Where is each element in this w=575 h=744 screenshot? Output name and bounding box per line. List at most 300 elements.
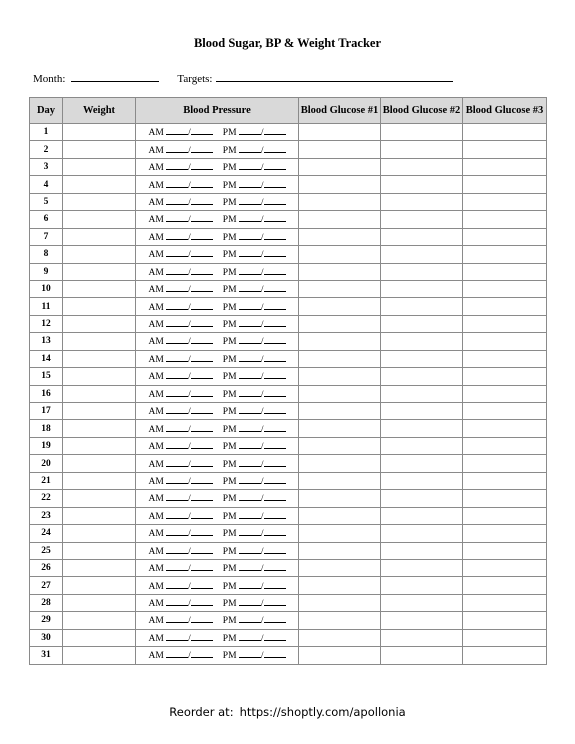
glucose-3-cell[interactable] xyxy=(463,141,547,158)
blood-pressure-cell[interactable] xyxy=(136,594,299,611)
bp-pm-systolic-blank[interactable] xyxy=(239,301,261,310)
bp-pm-diastolic-blank[interactable] xyxy=(264,545,286,554)
glucose-1-cell[interactable] xyxy=(299,612,381,629)
glucose-3-cell[interactable] xyxy=(463,525,547,542)
bp-am-diastolic-blank[interactable] xyxy=(191,213,213,222)
blood-pressure-cell[interactable] xyxy=(136,228,299,245)
bp-pm-systolic-blank[interactable] xyxy=(239,248,261,257)
glucose-3-cell[interactable] xyxy=(463,228,547,245)
bp-am-systolic-blank[interactable] xyxy=(166,632,188,641)
bp-am-diastolic-blank[interactable] xyxy=(191,126,213,135)
blood-pressure-cell[interactable] xyxy=(136,455,299,472)
bp-am-diastolic-blank[interactable] xyxy=(191,510,213,519)
bp-am-systolic-blank[interactable] xyxy=(166,580,188,589)
blood-pressure-cell[interactable] xyxy=(136,472,299,489)
glucose-2-cell[interactable] xyxy=(381,280,463,297)
bp-am-systolic-blank[interactable] xyxy=(166,318,188,327)
glucose-3-cell[interactable] xyxy=(463,333,547,350)
bp-pm-systolic-blank[interactable] xyxy=(239,388,261,397)
weight-cell[interactable] xyxy=(63,333,136,350)
glucose-1-cell[interactable] xyxy=(299,647,381,664)
bp-pm-diastolic-blank[interactable] xyxy=(264,213,286,222)
blood-pressure-cell[interactable] xyxy=(136,612,299,629)
blood-pressure-cell[interactable] xyxy=(136,280,299,297)
weight-cell[interactable] xyxy=(63,577,136,594)
bp-am-diastolic-blank[interactable] xyxy=(191,248,213,257)
bp-pm-separator: / xyxy=(260,407,264,418)
glucose-2-cell[interactable] xyxy=(381,577,463,594)
blood-pressure-cell[interactable] xyxy=(136,420,299,437)
glucose-2-cell[interactable] xyxy=(381,525,463,542)
glucose-3-cell[interactable] xyxy=(463,385,547,402)
table-row xyxy=(30,158,547,175)
weight-cell[interactable] xyxy=(63,455,136,472)
glucose-1-cell[interactable] xyxy=(299,176,381,193)
bp-am-diastolic-blank[interactable] xyxy=(191,388,213,397)
bp-am-systolic-blank[interactable] xyxy=(166,527,188,536)
bp-am-diastolic-blank[interactable] xyxy=(191,475,213,484)
weight-cell[interactable] xyxy=(63,437,136,454)
glucose-2-cell[interactable] xyxy=(381,629,463,646)
glucose-3-cell[interactable] xyxy=(463,472,547,489)
bp-pm-systolic-blank[interactable] xyxy=(239,510,261,519)
weight-cell[interactable] xyxy=(63,542,136,559)
bp-pm-diastolic-blank[interactable] xyxy=(264,283,286,292)
weight-cell[interactable] xyxy=(63,629,136,646)
glucose-2-cell[interactable] xyxy=(381,472,463,489)
bp-pm-diastolic-blank[interactable] xyxy=(264,388,286,397)
bp-pm-diastolic-blank[interactable] xyxy=(264,266,286,275)
glucose-3-cell[interactable] xyxy=(463,211,547,228)
bp-pm-diastolic-blank[interactable] xyxy=(264,458,286,467)
blood-pressure-cell[interactable] xyxy=(136,141,299,158)
blood-pressure-cell[interactable] xyxy=(136,124,299,141)
bp-pm-diastolic-blank[interactable] xyxy=(264,318,286,327)
bp-am-separator: / xyxy=(188,599,191,610)
footer-url[interactable]: https://shoptly.com/apollonia xyxy=(239,705,406,719)
glucose-1-cell[interactable] xyxy=(299,594,381,611)
glucose-1-cell[interactable] xyxy=(299,403,381,420)
glucose-3-cell[interactable] xyxy=(463,629,547,646)
weight-cell[interactable] xyxy=(63,176,136,193)
bp-pm-diastolic-blank[interactable] xyxy=(264,440,286,449)
glucose-2-cell[interactable] xyxy=(381,193,463,210)
bp-am-systolic-blank[interactable] xyxy=(166,440,188,449)
glucose-2-cell[interactable] xyxy=(381,507,463,524)
blood-pressure-cell[interactable] xyxy=(136,176,299,193)
weight-cell[interactable] xyxy=(63,280,136,297)
bp-pm-diastolic-blank[interactable] xyxy=(264,301,286,310)
bp-pm-diastolic-blank[interactable] xyxy=(264,597,286,606)
glucose-3-cell[interactable] xyxy=(463,490,547,507)
bp-pm-systolic-blank[interactable] xyxy=(239,196,261,205)
bp-am-systolic-blank[interactable] xyxy=(166,144,188,153)
glucose-2-cell[interactable] xyxy=(381,228,463,245)
weight-cell[interactable] xyxy=(63,472,136,489)
bp-am-systolic-blank[interactable] xyxy=(166,492,188,501)
bp-am-systolic-blank[interactable] xyxy=(166,562,188,571)
glucose-3-cell[interactable] xyxy=(463,437,547,454)
glucose-1-cell[interactable] xyxy=(299,559,381,576)
blood-pressure-cell[interactable] xyxy=(136,507,299,524)
glucose-1-cell[interactable] xyxy=(299,629,381,646)
bp-am-separator: / xyxy=(188,232,191,243)
glucose-3-cell[interactable] xyxy=(463,612,547,629)
bp-am-diastolic-blank[interactable] xyxy=(191,196,213,205)
glucose-3-cell[interactable] xyxy=(463,594,547,611)
weight-cell[interactable] xyxy=(63,141,136,158)
bp-pm-diastolic-blank[interactable] xyxy=(264,335,286,344)
weight-cell[interactable] xyxy=(63,647,136,664)
bp-pm-diastolic-blank[interactable] xyxy=(264,161,286,170)
glucose-2-cell[interactable] xyxy=(381,124,463,141)
glucose-3-cell[interactable] xyxy=(463,315,547,332)
bp-am-systolic-blank[interactable] xyxy=(166,161,188,170)
weight-cell[interactable] xyxy=(63,559,136,576)
blood-pressure-cell[interactable] xyxy=(136,193,299,210)
bp-pm-systolic-blank[interactable] xyxy=(239,440,261,449)
glucose-3-cell[interactable] xyxy=(463,455,547,472)
bp-am-diastolic-blank[interactable] xyxy=(191,527,213,536)
bp-pm-systolic-blank[interactable] xyxy=(239,179,261,188)
bp-am-systolic-blank[interactable] xyxy=(166,423,188,432)
glucose-2-cell[interactable] xyxy=(381,437,463,454)
glucose-2-cell[interactable] xyxy=(381,176,463,193)
bp-am-label: AM xyxy=(148,372,164,383)
blood-pressure-cell[interactable] xyxy=(136,629,299,646)
bp-pm-diastolic-blank[interactable] xyxy=(264,614,286,623)
blood-pressure-cell[interactable] xyxy=(136,333,299,350)
bp-pm-diastolic-blank[interactable] xyxy=(264,475,286,484)
blood-pressure-cell[interactable] xyxy=(136,211,299,228)
bp-am-systolic-blank[interactable] xyxy=(166,614,188,623)
glucose-1-cell[interactable] xyxy=(299,193,381,210)
weight-cell[interactable] xyxy=(63,385,136,402)
bp-am-diastolic-blank[interactable] xyxy=(191,492,213,501)
blood-pressure-cell[interactable] xyxy=(136,298,299,315)
bp-pm-systolic-blank[interactable] xyxy=(239,614,261,623)
blood-pressure-cell[interactable] xyxy=(136,437,299,454)
glucose-2-cell[interactable] xyxy=(381,298,463,315)
glucose-1-cell[interactable] xyxy=(299,525,381,542)
glucose-2-cell[interactable] xyxy=(381,403,463,420)
bp-am-diastolic-blank[interactable] xyxy=(191,231,213,240)
glucose-2-cell[interactable] xyxy=(381,333,463,350)
bp-pm-systolic-blank[interactable] xyxy=(239,126,261,135)
footer xyxy=(0,705,575,719)
glucose-1-cell[interactable] xyxy=(299,280,381,297)
table-row xyxy=(30,542,547,559)
blood-pressure-cell[interactable] xyxy=(136,490,299,507)
bp-am-systolic-blank[interactable] xyxy=(166,179,188,188)
targets-field[interactable] xyxy=(216,71,453,82)
bp-am-systolic-blank[interactable] xyxy=(166,126,188,135)
weight-cell[interactable] xyxy=(63,193,136,210)
glucose-1-cell[interactable] xyxy=(299,577,381,594)
glucose-1-cell[interactable] xyxy=(299,124,381,141)
weight-cell[interactable] xyxy=(63,420,136,437)
bp-pm-diastolic-blank[interactable] xyxy=(264,423,286,432)
bp-pm-diastolic-blank[interactable] xyxy=(264,231,286,240)
weight-cell[interactable] xyxy=(63,612,136,629)
glucose-2-cell[interactable] xyxy=(381,542,463,559)
bp-pm-diastolic-blank[interactable] xyxy=(264,632,286,641)
bp-am-label: AM xyxy=(148,197,164,208)
bp-pm-systolic-blank[interactable] xyxy=(239,266,261,275)
bp-am-diastolic-blank[interactable] xyxy=(191,335,213,344)
blood-pressure-cell[interactable] xyxy=(136,403,299,420)
glucose-3-cell[interactable] xyxy=(463,368,547,385)
glucose-1-cell[interactable] xyxy=(299,455,381,472)
glucose-3-cell[interactable] xyxy=(463,507,547,524)
bp-am-systolic-blank[interactable] xyxy=(166,649,188,658)
bp-pm-systolic-blank[interactable] xyxy=(239,370,261,379)
weight-cell[interactable] xyxy=(63,246,136,263)
bp-pm-diastolic-blank[interactable] xyxy=(264,510,286,519)
bp-pm-systolic-blank[interactable] xyxy=(239,545,261,554)
day-cell: 24 xyxy=(30,525,63,542)
weight-cell[interactable] xyxy=(63,594,136,611)
blood-pressure-cell[interactable] xyxy=(136,246,299,263)
glucose-2-cell[interactable] xyxy=(381,246,463,263)
bp-pm-systolic-blank[interactable] xyxy=(239,144,261,153)
weight-cell[interactable] xyxy=(63,158,136,175)
glucose-2-cell[interactable] xyxy=(381,420,463,437)
bp-pm-diastolic-blank[interactable] xyxy=(264,179,286,188)
glucose-3-cell[interactable] xyxy=(463,176,547,193)
glucose-2-cell[interactable] xyxy=(381,158,463,175)
glucose-1-cell[interactable] xyxy=(299,298,381,315)
bp-am-systolic-blank[interactable] xyxy=(166,597,188,606)
glucose-3-cell[interactable] xyxy=(463,577,547,594)
glucose-3-cell[interactable] xyxy=(463,542,547,559)
bp-pm-systolic-blank[interactable] xyxy=(239,492,261,501)
month-field[interactable] xyxy=(71,71,159,82)
bp-am-diastolic-blank[interactable] xyxy=(191,318,213,327)
bp-am-systolic-blank[interactable] xyxy=(166,266,188,275)
glucose-1-cell[interactable] xyxy=(299,350,381,367)
blood-pressure-cell[interactable] xyxy=(136,559,299,576)
glucose-2-cell[interactable] xyxy=(381,211,463,228)
blood-pressure-cell[interactable] xyxy=(136,158,299,175)
glucose-1-cell[interactable] xyxy=(299,368,381,385)
glucose-3-cell[interactable] xyxy=(463,280,547,297)
bp-am-diastolic-blank[interactable] xyxy=(191,614,213,623)
glucose-1-cell[interactable] xyxy=(299,472,381,489)
blood-pressure-cell[interactable] xyxy=(136,647,299,664)
weight-cell[interactable] xyxy=(63,228,136,245)
bp-pm-diastolic-blank[interactable] xyxy=(264,405,286,414)
day-cell: 19 xyxy=(30,437,63,454)
bp-pm-systolic-blank[interactable] xyxy=(239,405,261,414)
glucose-1-cell[interactable] xyxy=(299,437,381,454)
bp-pm-diastolic-blank[interactable] xyxy=(264,562,286,571)
bp-am-diastolic-blank[interactable] xyxy=(191,458,213,467)
bp-am-separator: / xyxy=(188,633,191,644)
weight-cell[interactable] xyxy=(63,298,136,315)
bp-am-diastolic-blank[interactable] xyxy=(191,440,213,449)
glucose-2-cell[interactable] xyxy=(381,385,463,402)
bp-pm-systolic-blank[interactable] xyxy=(239,527,261,536)
glucose-3-cell[interactable] xyxy=(463,559,547,576)
bp-am-systolic-blank[interactable] xyxy=(166,248,188,257)
bp-pm-systolic-blank[interactable] xyxy=(239,161,261,170)
glucose-3-cell[interactable] xyxy=(463,647,547,664)
glucose-1-cell[interactable] xyxy=(299,211,381,228)
bp-am-systolic-blank[interactable] xyxy=(166,510,188,519)
weight-cell[interactable] xyxy=(63,350,136,367)
glucose-1-cell[interactable] xyxy=(299,420,381,437)
bp-am-systolic-blank[interactable] xyxy=(166,335,188,344)
bp-am-systolic-blank[interactable] xyxy=(166,475,188,484)
bp-pm-label: PM xyxy=(222,285,237,296)
bp-am-separator: / xyxy=(188,476,191,487)
bp-pm-systolic-blank[interactable] xyxy=(239,335,261,344)
glucose-1-cell[interactable] xyxy=(299,385,381,402)
bp-am-diastolic-blank[interactable] xyxy=(191,179,213,188)
weight-cell[interactable] xyxy=(63,490,136,507)
weight-cell[interactable] xyxy=(63,263,136,280)
bp-am-systolic-blank[interactable] xyxy=(166,545,188,554)
bp-am-diastolic-blank[interactable] xyxy=(191,580,213,589)
blood-pressure-cell[interactable] xyxy=(136,263,299,280)
glucose-3-cell[interactable] xyxy=(463,298,547,315)
blood-pressure-cell[interactable] xyxy=(136,525,299,542)
glucose-3-cell[interactable] xyxy=(463,124,547,141)
bp-pm-diastolic-blank[interactable] xyxy=(264,370,286,379)
bp-pm-systolic-blank[interactable] xyxy=(239,283,261,292)
blood-pressure-cell[interactable] xyxy=(136,315,299,332)
blood-pressure-cell[interactable] xyxy=(136,368,299,385)
bp-am-label: AM xyxy=(148,128,164,139)
weight-cell[interactable] xyxy=(63,507,136,524)
bp-am-systolic-blank[interactable] xyxy=(166,231,188,240)
bp-am-diastolic-blank[interactable] xyxy=(191,405,213,414)
bp-pm-systolic-blank[interactable] xyxy=(239,632,261,641)
glucose-1-cell[interactable] xyxy=(299,490,381,507)
glucose-1-cell[interactable] xyxy=(299,263,381,280)
bp-am-diastolic-blank[interactable] xyxy=(191,144,213,153)
bp-am-systolic-blank[interactable] xyxy=(166,353,188,362)
bp-am-systolic-blank[interactable] xyxy=(166,283,188,292)
bp-am-systolic-blank[interactable] xyxy=(166,405,188,414)
bp-pm-systolic-blank[interactable] xyxy=(239,580,261,589)
bp-pm-separator: / xyxy=(260,651,264,662)
glucose-3-cell[interactable] xyxy=(463,246,547,263)
bp-pm-diastolic-blank[interactable] xyxy=(264,126,286,135)
bp-am-diastolic-blank[interactable] xyxy=(191,161,213,170)
bp-pm-diastolic-blank[interactable] xyxy=(264,649,286,658)
glucose-1-cell[interactable] xyxy=(299,246,381,263)
bp-pm-systolic-blank[interactable] xyxy=(239,423,261,432)
glucose-1-cell[interactable] xyxy=(299,507,381,524)
glucose-1-cell[interactable] xyxy=(299,333,381,350)
glucose-2-cell[interactable] xyxy=(381,594,463,611)
bp-pm-systolic-blank[interactable] xyxy=(239,649,261,658)
glucose-3-cell[interactable] xyxy=(463,350,547,367)
bp-am-systolic-blank[interactable] xyxy=(166,458,188,467)
glucose-2-cell[interactable] xyxy=(381,141,463,158)
bp-pm-diastolic-blank[interactable] xyxy=(264,248,286,257)
bp-am-systolic-blank[interactable] xyxy=(166,196,188,205)
table-row xyxy=(30,647,547,664)
bp-pm-separator: / xyxy=(260,145,264,156)
bp-am-diastolic-blank[interactable] xyxy=(191,423,213,432)
bp-am-systolic-blank[interactable] xyxy=(166,301,188,310)
bp-am-diastolic-blank[interactable] xyxy=(191,353,213,362)
glucose-1-cell[interactable] xyxy=(299,542,381,559)
bp-pm-systolic-blank[interactable] xyxy=(239,562,261,571)
bp-pm-diastolic-blank[interactable] xyxy=(264,527,286,536)
glucose-3-cell[interactable] xyxy=(463,403,547,420)
bp-pm-systolic-blank[interactable] xyxy=(239,353,261,362)
bp-pm-systolic-blank[interactable] xyxy=(239,213,261,222)
bp-am-systolic-blank[interactable] xyxy=(166,388,188,397)
glucose-2-cell[interactable] xyxy=(381,490,463,507)
bp-pm-systolic-blank[interactable] xyxy=(239,318,261,327)
glucose-2-cell[interactable] xyxy=(381,455,463,472)
bp-am-diastolic-blank[interactable] xyxy=(191,649,213,658)
bp-am-diastolic-blank[interactable] xyxy=(191,370,213,379)
bp-am-diastolic-blank[interactable] xyxy=(191,283,213,292)
blood-pressure-cell[interactable] xyxy=(136,542,299,559)
glucose-2-cell[interactable] xyxy=(381,315,463,332)
bp-pm-diastolic-blank[interactable] xyxy=(264,196,286,205)
blood-pressure-cell[interactable] xyxy=(136,577,299,594)
glucose-2-cell[interactable] xyxy=(381,350,463,367)
glucose-1-cell[interactable] xyxy=(299,158,381,175)
bp-pm-diastolic-blank[interactable] xyxy=(264,353,286,362)
bp-am-separator: / xyxy=(188,651,191,662)
weight-cell[interactable] xyxy=(63,211,136,228)
bp-pm-diastolic-blank[interactable] xyxy=(264,580,286,589)
bp-am-diastolic-blank[interactable] xyxy=(191,562,213,571)
glucose-3-cell[interactable] xyxy=(463,420,547,437)
glucose-3-cell[interactable] xyxy=(463,158,547,175)
bp-pm-systolic-blank[interactable] xyxy=(239,475,261,484)
weight-cell[interactable] xyxy=(63,403,136,420)
bp-am-diastolic-blank[interactable] xyxy=(191,632,213,641)
glucose-1-cell[interactable] xyxy=(299,228,381,245)
glucose-2-cell[interactable] xyxy=(381,559,463,576)
bp-am-diastolic-blank[interactable] xyxy=(191,266,213,275)
bp-pm-systolic-blank[interactable] xyxy=(239,231,261,240)
bp-pm-diastolic-blank[interactable] xyxy=(264,144,286,153)
glucose-1-cell[interactable] xyxy=(299,141,381,158)
weight-cell[interactable] xyxy=(63,525,136,542)
bp-pm-systolic-blank[interactable] xyxy=(239,597,261,606)
bp-am-diastolic-blank[interactable] xyxy=(191,301,213,310)
weight-cell[interactable] xyxy=(63,368,136,385)
bp-pm-systolic-blank[interactable] xyxy=(239,458,261,467)
glucose-2-cell[interactable] xyxy=(381,263,463,280)
weight-cell[interactable] xyxy=(63,315,136,332)
glucose-2-cell[interactable] xyxy=(381,612,463,629)
glucose-3-cell[interactable] xyxy=(463,193,547,210)
bp-am-diastolic-blank[interactable] xyxy=(191,545,213,554)
bp-am-systolic-blank[interactable] xyxy=(166,370,188,379)
glucose-2-cell[interactable] xyxy=(381,368,463,385)
glucose-1-cell[interactable] xyxy=(299,315,381,332)
blood-pressure-cell[interactable] xyxy=(136,350,299,367)
weight-cell[interactable] xyxy=(63,124,136,141)
bp-pm-diastolic-blank[interactable] xyxy=(264,492,286,501)
glucose-3-cell[interactable] xyxy=(463,263,547,280)
bp-am-systolic-blank[interactable] xyxy=(166,213,188,222)
bp-am-diastolic-blank[interactable] xyxy=(191,597,213,606)
blood-pressure-cell[interactable] xyxy=(136,385,299,402)
glucose-2-cell[interactable] xyxy=(381,647,463,664)
